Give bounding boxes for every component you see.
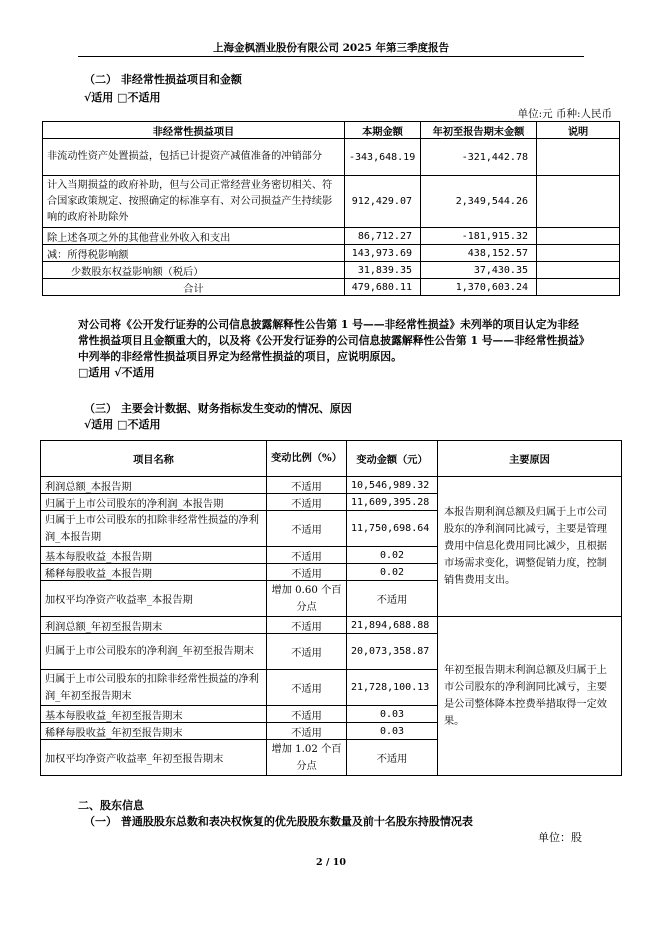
changes-applicability: √适用 □不适用 (84, 418, 161, 431)
note-cell (537, 176, 620, 228)
ratio-cell: 不适用 (267, 477, 347, 494)
amount-cell: 不适用 (347, 740, 438, 776)
ytd-total-cell: 1,370,603.24 (421, 279, 537, 296)
definition-applicability: □适用 √不适用 (78, 366, 155, 379)
column-header: 非经常性损益项目 (43, 122, 345, 139)
nonrecurring-applicability: √适用 □不适用 (84, 91, 161, 104)
table-row (43, 139, 620, 176)
ratio-cell: 增加 1.02 个百分点 (267, 740, 347, 776)
item-cell: 除上述各项之外的其他营业外收入和支出 (43, 228, 345, 245)
table-header-row (43, 122, 620, 139)
ratio-cell: 不适用 (267, 723, 347, 740)
item-cell: 计入当期损益的政府补助，但与公司正常经营业务密切相关、符合国家政策规定、按照确定的标准享有、对公司损益产生持续影响的政府补助除外 (43, 176, 345, 228)
amount-cell: 21,894,688.88 (347, 617, 438, 634)
item-cell: 加权平均净资产收益率_本报告期 (41, 581, 267, 617)
amount-cell: 11,750,698.64 (347, 511, 438, 547)
ytd-amount-cell: -321,442.78 (421, 139, 537, 176)
document-header: 上海金枫酒业股份有限公司 2025 年第三季度报告 (212, 42, 450, 54)
item-cell: 减：所得税影响额 (43, 245, 345, 262)
column-header: 项目名称 (41, 441, 267, 477)
current-amount-cell: -343,648.19 (345, 139, 421, 176)
ytd-amount-cell: 37,430.35 (421, 262, 537, 279)
amount-cell: 0.03 (347, 723, 438, 740)
nonrecurring-section-title: （二） 非经常性损益项目和金额 (84, 73, 242, 86)
amount-cell: 11,609,395.28 (347, 494, 438, 511)
item-cell: 归属于上市公司股东的扣除非经常性损益的净利润_年初至报告期末 (41, 670, 267, 706)
item-cell: 基本每股收益_年初至报告期末 (41, 706, 267, 723)
item-cell: 归属于上市公司股东的净利润_年初至报告期末 (41, 634, 267, 670)
amount-cell: 0.02 (347, 564, 438, 581)
amount-cell: 不适用 (347, 581, 438, 617)
amount-cell: 10,546,989.32 (347, 477, 438, 494)
ytd-amount-cell: -181,915.32 (421, 228, 537, 245)
note-cell (537, 262, 620, 279)
amount-cell: 20,073,358.87 (347, 634, 438, 670)
page-number: 2 / 10 (316, 857, 346, 868)
item-cell: 稀释每股收益_年初至报告期末 (41, 723, 267, 740)
ytd-amount-cell: 2,349,544.26 (421, 176, 537, 228)
total-label-cell: 合计 (43, 279, 345, 296)
ratio-cell: 不适用 (267, 494, 347, 511)
table-row (41, 617, 622, 634)
table-row (43, 176, 620, 228)
shareholders-subtitle: （一） 普通股股东总数和表决权恢复的优先股股东数量及前十名股东持股情况表 (84, 815, 473, 828)
reason-cell-period: 本报告期利润总额及归属于上市公司股东的净利润同比减亏，主要是管理费用中信息化费用同比减少，且根据市场需求变化，调整促销力度，控制销售费用支出。 (438, 477, 622, 617)
table-row (43, 245, 620, 262)
item-cell: 利润总额_年初至报告期末 (41, 617, 267, 634)
column-header: 主要原因 (438, 441, 622, 477)
amount-cell: 0.02 (347, 547, 438, 564)
item-cell: 稀释每股收益_本报告期 (41, 564, 267, 581)
changes-section-title: （三） 主要会计数据、财务指标发生变动的情况、原因 (84, 402, 352, 415)
ratio-cell: 不适用 (267, 670, 347, 706)
item-cell: 基本每股收益_本报告期 (41, 547, 267, 564)
column-header: 年初至报告期末金额 (421, 122, 537, 139)
note-cell (537, 279, 620, 296)
item-cell: 利润总额_本报告期 (41, 477, 267, 494)
ytd-amount-cell: 438,152.57 (421, 245, 537, 262)
ratio-cell: 增加 0.60 个百分点 (267, 581, 347, 617)
ratio-cell: 不适用 (267, 564, 347, 581)
definition-paragraph: 对公司将《公开发行证券的公司信息披露解释性公告第 1 号——非经常性损益》未列举的项目认定为非经常性损益项目且金额重大的，以及将《公开发行证券的公司信息披露解释性公告第 1 号——非经常性损益》中列举的非经常性损益项目界定为经常性损益的项目，应说明原因。 (78, 318, 585, 363)
ratio-cell: 不适用 (267, 706, 347, 723)
current-amount-cell: 31,839.35 (345, 262, 421, 279)
note-cell (537, 139, 620, 176)
table-row (43, 228, 620, 245)
table-row (43, 262, 620, 279)
shareholders-section-title: 二、股东信息 (78, 799, 144, 812)
amount-cell: 21,728,100.13 (347, 670, 438, 706)
ratio-cell: 不适用 (267, 511, 347, 547)
item-cell: 非流动性资产处置损益，包括已计提资产减值准备的冲销部分 (43, 139, 345, 176)
nonrecurring-table (42, 121, 620, 296)
note-cell (537, 245, 620, 262)
ratio-cell: 不适用 (267, 547, 347, 564)
column-header: 变动比例（%） (267, 441, 347, 477)
item-cell: 归属于上市公司股东的扣除非经常性损益的净利润_本报告期 (41, 511, 267, 547)
table-header-row (41, 441, 622, 477)
column-header: 说明 (537, 122, 620, 139)
column-header: 本期金额 (345, 122, 421, 139)
current-amount-cell: 143,973.69 (345, 245, 421, 262)
item-cell: 加权平均净资产收益率_年初至报告期末 (41, 740, 267, 776)
table-row (41, 477, 622, 494)
column-header: 变动金额（元） (347, 441, 438, 477)
current-amount-cell: 86,712.27 (345, 228, 421, 245)
item-cell: 归属于上市公司股东的净利润_本报告期 (41, 494, 267, 511)
note-cell (537, 228, 620, 245)
ratio-cell: 不适用 (267, 634, 347, 670)
item-cell: 少数股东权益影响额（税后） (43, 262, 345, 279)
current-total-cell: 479,680.11 (345, 279, 421, 296)
reason-cell-ytd: 年初至报告期末利润总额及归属于上市公司股东的净利润同比减亏，主要是公司整体降本控费举措取得一定效果。 (438, 617, 622, 776)
unit-currency-note: 单位:元 币种:人民币 (517, 108, 612, 120)
header-divider (78, 56, 584, 57)
shareholders-unit: 单位：股 (538, 831, 582, 844)
current-amount-cell: 912,429.07 (345, 176, 421, 228)
amount-cell: 0.03 (347, 706, 438, 723)
table-total-row (43, 279, 620, 296)
changes-table (40, 440, 622, 776)
ratio-cell: 不适用 (267, 617, 347, 634)
